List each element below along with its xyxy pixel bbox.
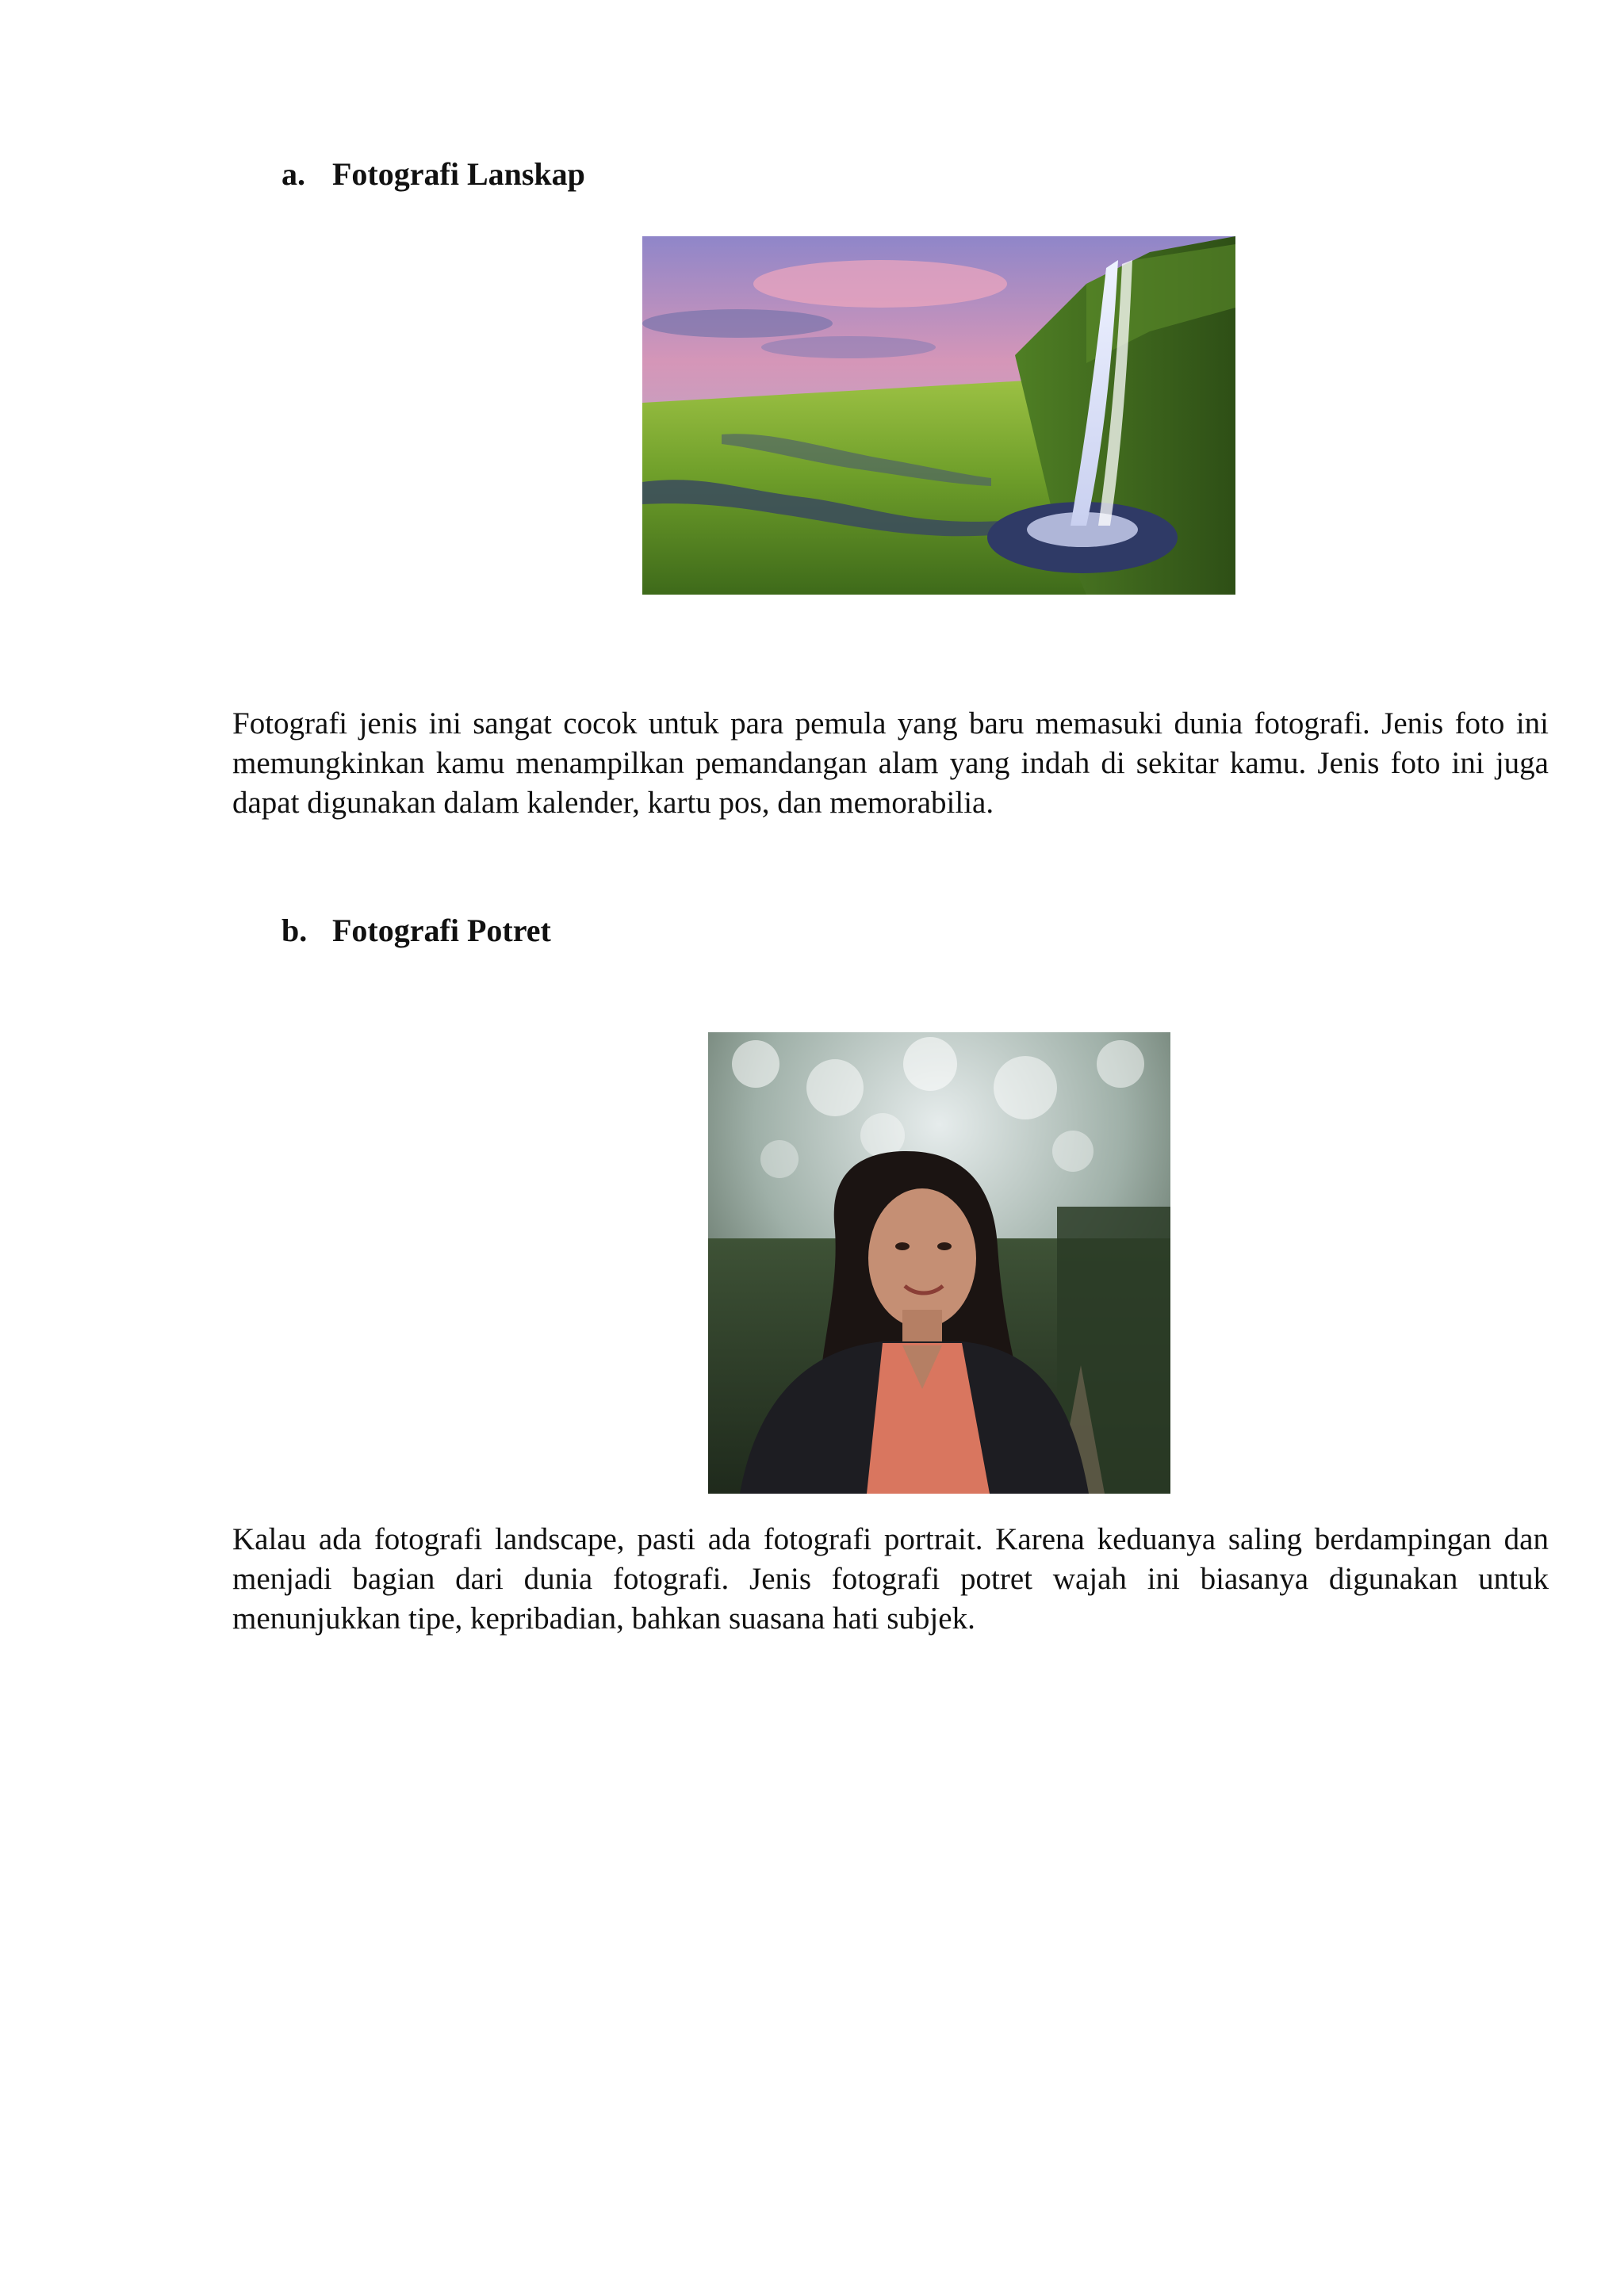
- list-marker: a.: [282, 156, 305, 192]
- landscape-description: Fotografi jenis ini sangat cocok untuk para pemula yang baru memasuki dunia fotografi. Jenis foto ini memungkinkan kamu menampilkan pemandangan alam yang indah di sekitar kamu. Jenis foto ini juga dapat digunakan dalam kalender, kartu pos, dan memorabilia.: [232, 706, 1549, 820]
- portrait-woman-photo: [708, 1032, 1170, 1494]
- section-title: Fotografi Lanskap: [332, 156, 585, 192]
- portrait-description: Kalau ada fotografi landscape, pasti ada fotografi portrait. Karena keduanya saling berdampingan dan menjadi bagian dari dunia fotografi. Jenis fotografi potret wajah ini biasanya digunakan untuk menunjukkan tipe, kepribadian, bahkan suasana hati subjek.: [232, 1522, 1549, 1636]
- list-marker: b.: [282, 913, 308, 948]
- section-title: Fotografi Potret: [332, 913, 551, 948]
- waterfall-illustration: [642, 236, 1235, 595]
- section-heading-portrait: [282, 915, 551, 947]
- portrait-illustration: [708, 1032, 1170, 1494]
- section-heading-landscape: [282, 156, 585, 192]
- landscape-waterfall-photo: [642, 236, 1235, 595]
